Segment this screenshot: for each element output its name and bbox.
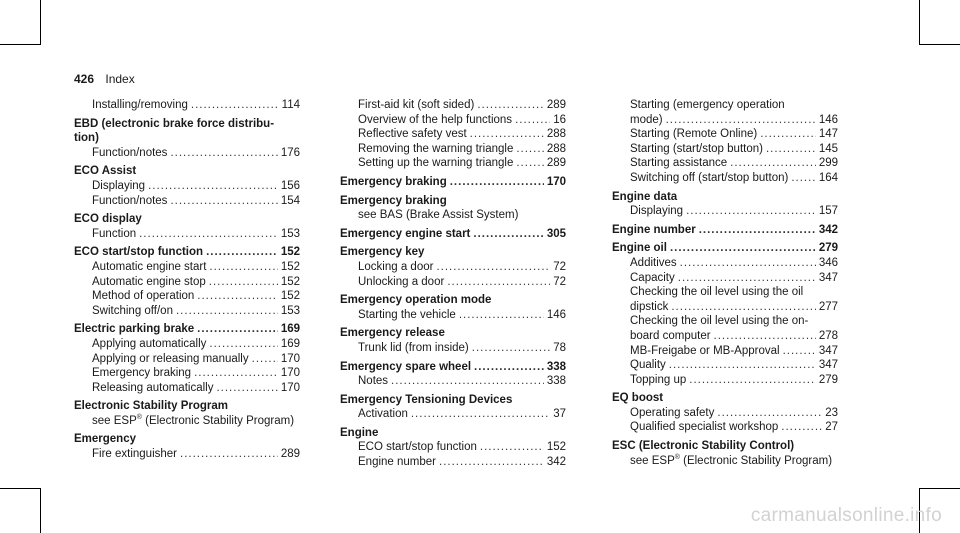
entry-text: Releasing automatically — [92, 381, 214, 394]
index-entry — [612, 98, 838, 113]
index-heading — [74, 399, 300, 414]
index-entry — [612, 300, 838, 315]
index-entry — [612, 420, 838, 435]
page-ref: 342 — [818, 223, 838, 236]
entry-text: Removing the warning triangle — [358, 142, 514, 155]
index-entry — [612, 142, 838, 157]
page-ref: 347 — [818, 271, 838, 284]
index-entry — [74, 366, 300, 381]
page-ref: 342 — [546, 456, 566, 469]
entry-text: Switching off/on — [92, 304, 173, 317]
page-ref: 279 — [818, 242, 838, 255]
page-ref: 23 — [825, 406, 838, 419]
page-ref: 347 — [818, 344, 838, 357]
index-heading — [340, 194, 566, 209]
index-heading — [340, 175, 566, 190]
leader-dots — [671, 300, 815, 315]
page-ref: 289 — [546, 99, 566, 111]
page-ref: 146 — [818, 113, 838, 126]
page-ref: 27 — [825, 421, 838, 434]
index-heading — [612, 241, 838, 256]
entry-text: Displaying — [630, 205, 684, 218]
entry-text: Setting up the warning triangle — [358, 157, 514, 170]
index-entry — [612, 113, 838, 128]
index-column-2 — [340, 98, 566, 470]
entry-text: MB-Freigabe or MB-Approval — [630, 344, 780, 357]
leader-dots — [216, 381, 277, 396]
entry-text: Quality — [630, 359, 666, 372]
index-entry — [74, 352, 300, 367]
leader-dots — [730, 156, 816, 171]
index-heading — [340, 326, 566, 341]
page-ref: 170 — [546, 175, 566, 188]
leader-dots — [473, 227, 543, 242]
index-heading — [612, 391, 838, 406]
entry-text: Reflective safety vest — [358, 128, 467, 141]
index-heading — [340, 360, 566, 375]
entry-text: Switching off (start/stop button) — [630, 171, 789, 184]
leader-dots — [209, 337, 277, 352]
index-entry — [340, 275, 566, 290]
page-ref: 157 — [818, 205, 838, 218]
leader-dots — [194, 366, 278, 381]
leader-dots — [515, 113, 550, 128]
leader-dots — [760, 127, 816, 142]
page-ref: 152 — [280, 260, 300, 273]
index-entry — [340, 407, 566, 422]
page-header — [74, 72, 135, 86]
entry-text: Locking a door — [358, 260, 434, 273]
leader-dots — [680, 256, 816, 271]
entry-text: Topping up — [630, 373, 687, 386]
page-ref: 153 — [280, 227, 300, 240]
leader-dots — [666, 113, 816, 128]
page-ref: 169 — [280, 323, 300, 336]
page-ref: 347 — [818, 359, 838, 372]
index-column-3 — [612, 98, 838, 468]
page-ref: 170 — [280, 367, 300, 380]
page-ref: 72 — [553, 260, 566, 273]
page-ref: 114 — [281, 99, 300, 111]
index-entry — [340, 308, 566, 323]
entry-text: Emergency braking — [340, 175, 447, 188]
leader-dots — [459, 308, 544, 323]
index-entry — [612, 406, 838, 421]
leader-dots — [783, 344, 816, 359]
page-ref: 152 — [280, 275, 300, 288]
index-heading — [74, 117, 300, 132]
index-entry — [612, 358, 838, 373]
entry-text: Emergency engine start — [340, 227, 471, 240]
entry-text: ECO display — [74, 213, 142, 226]
index-entry — [340, 455, 566, 470]
page-ref: 145 — [818, 142, 838, 155]
leader-dots — [791, 171, 816, 186]
entry-text: Capacity — [630, 271, 675, 284]
leader-dots — [209, 260, 277, 275]
index-heading — [74, 432, 300, 447]
index-entry — [612, 373, 838, 388]
entry-text: Checking the oil level using the oil — [630, 286, 804, 299]
page-ref: 154 — [280, 194, 300, 207]
index-heading — [74, 322, 300, 337]
crop-mark — [40, 488, 41, 533]
index-heading — [74, 131, 300, 146]
index-entry — [612, 344, 838, 359]
index-entry — [74, 194, 300, 209]
page-ref: 288 — [546, 142, 566, 155]
leader-dots — [176, 304, 278, 319]
index-entry — [612, 171, 838, 186]
index-heading — [340, 393, 566, 408]
index-entry — [74, 227, 300, 242]
index-entry — [340, 113, 566, 128]
page-ref: 170 — [280, 381, 300, 394]
index-heading — [340, 227, 566, 242]
page-ref: 288 — [546, 128, 566, 141]
leader-dots — [436, 260, 550, 275]
page-ref: 278 — [818, 329, 838, 342]
leader-dots — [670, 241, 816, 256]
entry-text: Unlocking a door — [358, 275, 445, 288]
page-ref: 279 — [818, 373, 838, 386]
index-column-1 — [74, 98, 300, 462]
entry-text: Qualified specialist workshop — [630, 421, 779, 434]
leader-dots — [439, 455, 544, 470]
index-entry — [340, 127, 566, 142]
index-entry — [340, 156, 566, 171]
leader-dots — [717, 406, 822, 421]
leader-dots — [139, 227, 278, 242]
entry-text: Installing/removing — [92, 99, 188, 111]
entry-text: Electric parking brake — [74, 323, 195, 336]
crop-mark — [0, 488, 40, 489]
page-ref: 37 — [553, 408, 566, 421]
entry-text: Fire extinguisher — [92, 448, 178, 461]
crop-mark — [0, 44, 40, 45]
page-ref: 152 — [280, 246, 300, 259]
page-ref: 146 — [546, 308, 566, 321]
index-entry — [74, 260, 300, 275]
index-heading — [612, 190, 838, 205]
entry-text: see ESP® (Electronic Stability Program) — [92, 414, 295, 427]
leader-dots — [447, 275, 550, 290]
entry-text: Engine number — [612, 223, 696, 236]
leader-dots — [197, 289, 278, 304]
index-entry — [74, 289, 300, 304]
entry-text: Emergency spare wheel — [340, 360, 472, 373]
index-entry — [340, 260, 566, 275]
entry-text: Engine number — [358, 456, 436, 469]
page-ref: 338 — [546, 360, 566, 373]
leader-dots — [516, 142, 543, 157]
entry-text: Operating safety — [630, 406, 715, 419]
entry-text: Checking the oil level using the on- — [630, 315, 809, 328]
leader-dots — [170, 146, 277, 161]
index-entry — [74, 381, 300, 396]
page-ref: 289 — [280, 448, 300, 461]
page-ref: 156 — [280, 179, 300, 192]
index-heading — [612, 223, 838, 238]
entry-text: Additives — [630, 256, 677, 269]
entry-text: Engine data — [612, 190, 678, 203]
entry-text: Starting (emergency operation — [630, 99, 785, 111]
index-entry — [74, 304, 300, 319]
page-ref: 338 — [546, 375, 566, 388]
index-entry — [612, 314, 838, 329]
index-heading — [74, 245, 300, 260]
entry-text: Starting (start/stop button) — [630, 142, 763, 155]
index-entry — [612, 156, 838, 171]
entry-text: Method of operation — [92, 290, 195, 303]
page-ref: 16 — [553, 113, 566, 126]
entry-text: Engine — [340, 426, 379, 439]
crop-mark — [920, 44, 960, 45]
index-entry — [612, 271, 838, 286]
entry-text: Trunk lid (from inside) — [358, 341, 469, 354]
entry-text: see BAS (Brake Assist System) — [358, 209, 519, 222]
leader-dots — [252, 352, 278, 367]
entry-text: mode) — [630, 113, 663, 126]
index-heading — [612, 439, 838, 454]
entry-text: tion) — [74, 132, 99, 145]
page-ref: 305 — [546, 227, 566, 240]
page-ref: 289 — [546, 157, 566, 170]
page-ref: 152 — [546, 441, 566, 454]
entry-text: dipstick — [630, 300, 669, 313]
leader-dots — [678, 271, 816, 286]
entry-text: ECO Assist — [74, 165, 137, 178]
leader-dots — [148, 179, 278, 194]
entry-text: Automatic engine start — [92, 260, 207, 273]
index-entry — [340, 374, 566, 389]
entry-text: see ESP® (Electronic Stability Program) — [630, 453, 833, 467]
index-entry — [74, 98, 300, 113]
index-heading — [340, 245, 566, 260]
page-ref: 153 — [280, 304, 300, 317]
index-entry — [612, 329, 838, 344]
index-entry — [612, 285, 838, 300]
leader-dots — [191, 98, 279, 113]
leader-dots — [470, 127, 544, 142]
entry-text: ECO start/stop function — [74, 246, 204, 259]
entry-text: Automatic engine stop — [92, 275, 206, 288]
index-entry — [612, 256, 838, 271]
leader-dots — [480, 440, 544, 455]
page-number: 426 — [74, 72, 95, 86]
page-ref: 147 — [818, 128, 838, 141]
entry-text: Overview of the help functions — [358, 113, 513, 126]
index-heading — [74, 164, 300, 179]
entry-text: Emergency braking — [92, 367, 192, 380]
index-entry — [340, 440, 566, 455]
leader-dots — [180, 447, 278, 462]
page-ref: 170 — [280, 352, 300, 365]
leader-dots — [411, 407, 550, 422]
crop-mark — [920, 488, 960, 489]
entry-text: Function/notes — [92, 146, 168, 159]
entry-text: Notes — [358, 375, 389, 388]
index-entry — [74, 447, 300, 462]
page-ref: 72 — [553, 275, 566, 288]
leader-dots — [474, 360, 544, 375]
index-entry — [74, 414, 300, 429]
leader-dots — [170, 194, 277, 209]
leader-dots — [516, 156, 543, 171]
page-ref: 346 — [818, 256, 838, 269]
page-ref: 169 — [280, 337, 300, 350]
page-ref: 78 — [553, 341, 566, 354]
leader-dots — [477, 98, 544, 113]
index-entry — [74, 179, 300, 194]
page-ref: 152 — [280, 290, 300, 303]
index-heading — [74, 212, 300, 227]
leader-dots — [686, 204, 816, 219]
index-entry — [74, 337, 300, 352]
entry-text: Starting assistance — [630, 157, 728, 170]
leader-dots — [714, 329, 816, 344]
index-entry — [340, 208, 566, 223]
entry-text: board computer — [630, 329, 711, 342]
entry-text: Emergency Tensioning Devices — [340, 393, 513, 406]
leader-dots — [669, 358, 816, 373]
index-entry — [340, 142, 566, 157]
entry-text: Function — [92, 227, 137, 240]
leader-dots — [472, 341, 550, 356]
leader-dots — [766, 142, 816, 157]
leader-dots — [209, 275, 278, 290]
index-entry — [612, 127, 838, 142]
entry-text: Emergency release — [340, 327, 445, 340]
leader-dots — [391, 374, 544, 389]
entry-text: Applying automatically — [92, 337, 207, 350]
entry-text: First-aid kit (soft sided) — [358, 99, 475, 111]
entry-text: Activation — [358, 408, 408, 421]
index-entry — [340, 98, 566, 113]
index-heading — [340, 293, 566, 308]
entry-text: Emergency braking — [340, 194, 447, 207]
entry-text: EQ boost — [612, 392, 664, 405]
entry-text: Applying or releasing manually — [92, 352, 249, 365]
index-entry — [612, 204, 838, 219]
page-ref: 277 — [818, 300, 838, 313]
leader-dots — [699, 223, 816, 238]
page-ref: 164 — [818, 171, 838, 184]
leader-dots — [197, 322, 278, 337]
watermark: carmanualsonline.info — [750, 505, 942, 526]
index-entry — [612, 454, 838, 469]
page-ref: 299 — [818, 157, 838, 170]
crop-mark — [40, 0, 41, 45]
leader-dots — [781, 420, 822, 435]
index-entry — [74, 275, 300, 290]
entry-text: Displaying — [92, 179, 146, 192]
entry-text: Engine oil — [612, 242, 667, 255]
entry-text: Function/notes — [92, 194, 168, 207]
leader-dots — [689, 373, 816, 388]
entry-text: Emergency operation mode — [340, 294, 492, 307]
index-heading — [340, 426, 566, 441]
index-entry — [340, 341, 566, 356]
entry-text: ECO start/stop function — [358, 441, 477, 454]
entry-text: Starting the vehicle — [358, 308, 456, 321]
page-ref: 176 — [280, 146, 300, 159]
entry-text: Emergency — [74, 433, 137, 446]
entry-text: ESC (Electronic Stability Control) — [612, 440, 795, 453]
leader-dots — [450, 175, 544, 190]
entry-text: Electronic Stability Program — [74, 400, 229, 413]
entry-text: Emergency key — [340, 246, 425, 259]
page-title: Index — [105, 72, 135, 86]
leader-dots — [206, 245, 278, 260]
entry-text: EBD (electronic brake force distribu- — [74, 117, 275, 130]
crop-mark — [919, 0, 920, 45]
index-entry — [74, 146, 300, 161]
entry-text: Starting (Remote Online) — [630, 128, 758, 141]
